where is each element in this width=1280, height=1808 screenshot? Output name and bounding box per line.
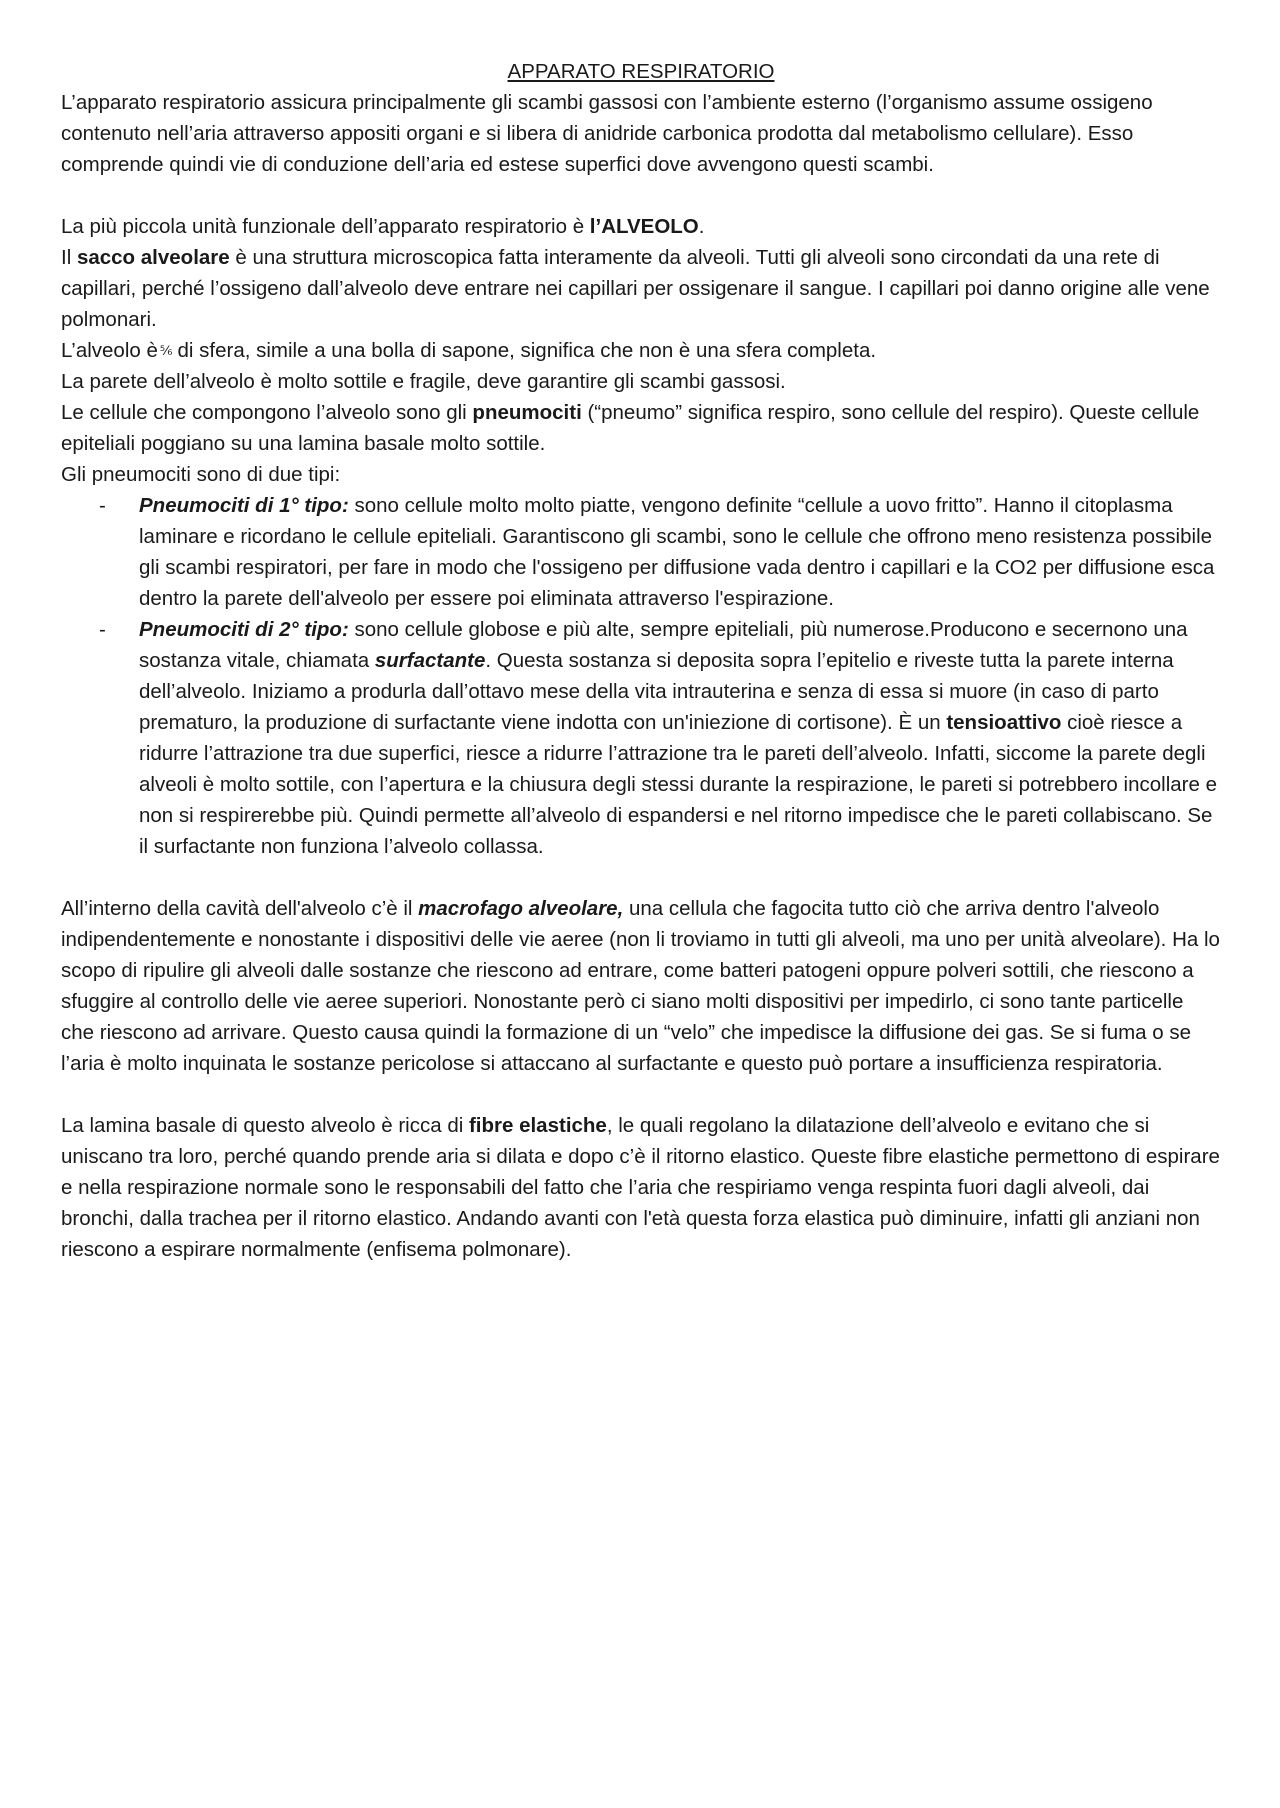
alveolo-line-1 <box>61 211 1221 242</box>
alveolo-line-2 <box>61 242 1221 335</box>
list-item-pneumociti-2 <box>61 614 1221 862</box>
paragraph-spacer <box>61 1079 1221 1110</box>
text-run: di sfera, simile a una bolla di sapone, significa che non è una sfera completa. <box>177 339 877 362</box>
alveolo-line-6 <box>61 459 1221 490</box>
alveolo-line-4 <box>61 366 1221 397</box>
text-run: Gli pneumociti sono di due tipi: <box>61 463 341 486</box>
fraction-glyph: ⅚ <box>159 343 172 358</box>
text-run: La parete dell’alveolo è molto sottile e fragile, deve garantire gli scambi gassosi. <box>61 370 786 393</box>
text-run: una cellula che fagocita tutto ciò che arriva dentro l'alveolo indipendentemente e nonostante i dispositivi delle vie aeree (non li troviamo in tutti gli alveoli, ma uno per unità alveolare). Ha lo scopo di ripulire gli alveoli dalle sostanze che riescono ad entrare, come batteri patogeni oppure polveri sottili, che riescono a sfuggire al controllo delle vie aeree superiori. Nonostante però ci siano molti dispositivi per impedirlo, ci sono tante particelle che riescono ad arrivare. Questo causa quindi la formazione di un “velo” che impedisce la diffusione dei gas. Se si fuma o se l’aria è molto inquinata le sostanze pericolose si attaccano al surfactante e questo può portare a insufficienza respiratoria. <box>61 897 1220 1075</box>
text-run: . Questa sostanza si deposita sopra l’epitelio e riveste tutta la parete interna dell’alveolo. Iniziamo a produrla dall’ottavo mese della vita intrauterina e senza di essa si muore (in caso di parto prematuro, la produzione di surfactante viene indotta con un'iniezione di cortisone). È un <box>139 649 1174 734</box>
macrofago-paragraph <box>61 893 1221 1079</box>
text-run: sono cellule globose e più alte, sempre epiteliali, più numerose.Producono e secernono una sostanza vitale, chiamata <box>139 618 1188 672</box>
lamina-paragraph <box>61 1110 1221 1265</box>
text-run: Le cellule che compongono l’alveolo sono gli <box>61 401 473 424</box>
text-run: All’interno della cavità dell'alveolo c’è il <box>61 897 419 920</box>
alveolo-line-5 <box>61 397 1221 459</box>
list-item-pneumociti-1 <box>61 490 1221 614</box>
text-run: sono cellule molto molto piatte, vengono definite “cellule a uovo fritto”. Hanno il citoplasma laminare e ricordano le cellule epiteliali. Garantiscono gli scambi, sono le cellule che offrono meno resistenza possibile gli scambi respiratori, per fare in modo che l'ossigeno per diffusione vada dentro i capillari e la CO2 per diffusione esca dentro la parete dell'alveolo per essere poi eliminata attraverso l'espirazione. <box>139 494 1215 610</box>
text-run: Il <box>61 246 77 269</box>
bold-term-pneumociti: pneumociti <box>472 401 582 424</box>
paragraph-spacer <box>61 180 1221 211</box>
paragraph-spacer <box>61 862 1221 893</box>
intro-paragraph <box>61 87 1221 180</box>
bold-term-macrofago: macrofago alveolare, <box>418 897 624 920</box>
page-title: APPARATO RESPIRATORIO <box>507 60 775 83</box>
bold-term-sacco-alveolare: sacco alveolare <box>76 246 230 269</box>
text-run: (“pneumo” significa respiro, sono cellule del respiro). Queste cellule epiteliali poggiano su una lamina basale molto sottile. <box>61 401 1200 455</box>
alveolo-line-3 <box>61 335 1221 366</box>
list-item-label: Pneumociti di 1° tipo: <box>139 494 349 517</box>
text-run: , le quali regolano la dilatazione dell’alveolo e evitano che si uniscano tra loro, perché quando prende aria si dilata e dopo c’è il ritorno elastico. Queste fibre elastiche permettono di espirare e nella respirazione normale sono le responsabili del fatto che l’aria che respiriamo venga respinta fuori dagli alveoli, dai bronchi, dalla trachea per il ritorno elastico. Andando avanti con l'età questa forza elastica può diminuire, infatti gli anziani non riescono a espirare normalmente (enfisema polmonare). <box>61 1114 1220 1261</box>
pneumociti-list <box>61 490 1221 862</box>
list-item-label: Pneumociti di 2° tipo: <box>139 618 349 641</box>
list-dash: - <box>99 494 106 517</box>
text-run: La più piccola unità funzionale dell’apparato respiratorio è <box>61 215 590 238</box>
document-page <box>61 56 1221 1265</box>
bold-term-tensioattivo: tensioattivo <box>946 711 1062 734</box>
text-run: L’alveolo è <box>61 339 158 362</box>
text-run: . <box>698 215 705 238</box>
intro-text: L’apparato respiratorio assicura principalmente gli scambi gassosi con l’ambiente esterno (l’organismo assume ossigeno contenuto nell’aria attraverso appositi organi e si libera di anidride carbonica prodotta dal metabolismo cellulare). Esso comprende quindi vie di conduzione dell’aria ed estese superfici dove avvengono questi scambi. <box>61 91 1153 176</box>
bold-term-fibre-elastiche: fibre elastiche <box>468 1114 607 1137</box>
list-dash: - <box>99 618 106 641</box>
text-run: La lamina basale di questo alveolo è ricca di <box>61 1114 469 1137</box>
bold-term-alveolo: l’ALVEOLO <box>589 215 699 238</box>
text-run: cioè riesce a ridurre l’attrazione tra due superfici, riesce a ridurre l’attrazione tra le pareti dell’alveolo. Infatti, siccome la parete degli alveoli è molto sottile, con l’apertura e la chiusura degli stessi durante la respirazione, le pareti si potrebbero incollare e non si respirerebbe più. Quindi permette all’alveolo di espandersi e nel ritorno impedisce che le pareti collabiscano. Se il surfactante non funziona l’alveolo collassa. <box>139 711 1217 858</box>
text-run: è una struttura microscopica fatta interamente da alveoli. Tutti gli alveoli sono circondati da una rete di capillari, perché l’ossigeno dall’alveolo deve entrare nei capillari per ossigenare il sangue. I capillari poi danno origine alle vene polmonari. <box>61 246 1210 331</box>
bold-term-surfactante: surfactante <box>374 649 486 672</box>
